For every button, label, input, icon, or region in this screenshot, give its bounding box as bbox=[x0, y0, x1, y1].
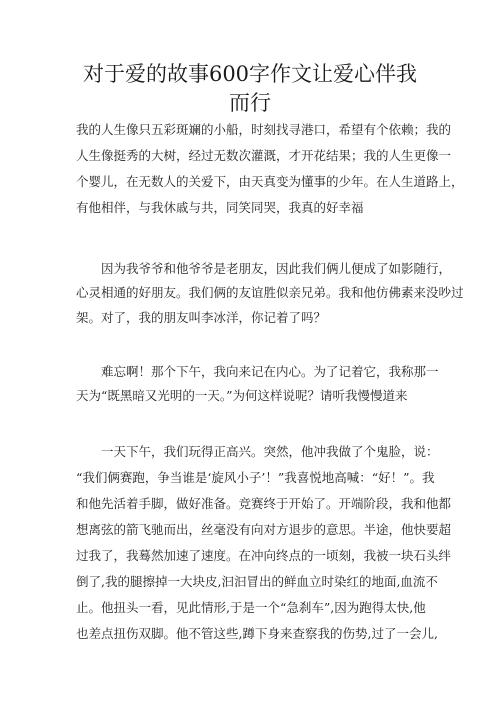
paragraph-line: 架。对了，我的朋友叫李冰洋，你记着了吗？ bbox=[76, 310, 327, 325]
paragraph-line: 有他相伴，与我休戚与共，同笑同哭，我真的好幸福 bbox=[76, 200, 364, 215]
document-title-line-1: 对于爱的故事600字作文让爱心伴我 bbox=[82, 62, 418, 86]
paragraph-line: 一天下午，我们玩得正高兴。突然，他冲我做了个鬼脸，说： bbox=[101, 444, 439, 459]
paragraph-line: 我的人生像只五彩斑斓的小船，时刻找寻港口，希望有个依赖；我的 bbox=[76, 122, 452, 137]
paragraph-line: “我们俩赛跑，争当谁是‘旋风小子’！”我喜悦地高喊：“好！”。我 bbox=[76, 470, 435, 485]
paragraph-line: 想离弦的箭飞驰而出，丝毫没有向对方退步的意思。半途，他快要超 bbox=[76, 522, 452, 537]
paragraph-line: 过我了，我蓦然加速了速度。在冲向终点的一顷刻，我被一块石头绊 bbox=[76, 548, 452, 563]
paragraph-line: 难忘啊！那个下午，我向来记在内心。为了记着它，我称那一 bbox=[101, 364, 439, 379]
paragraph-line: 心灵相通的好朋友。我们俩的友谊胜似亲兄弟。我和他仿佛素来没吵过 bbox=[76, 285, 464, 300]
paragraph-line: 天为“既黑暗又光明的一天。”为何这样说呢？请听我慢慢道来 bbox=[76, 388, 408, 403]
paragraph-line: 止。他扭头一看，见此情形,于是一个“急刹车”,因为跑得太快,他 bbox=[76, 600, 426, 615]
paragraph-line: 个婴儿，在无数人的关爱下，由天真变为懂事的少年。在人生道路上， bbox=[76, 174, 464, 189]
document-title-line-2: 而行 bbox=[229, 91, 271, 115]
paragraph-line: 因为我爷爷和他爷爷是老朋友，因此我们俩儿便成了如影随行， bbox=[101, 261, 452, 276]
paragraph-line: 人生像挺秀的大树，经过无数次灌溉，才开花结果；我的人生更像一 bbox=[76, 148, 452, 163]
paragraph-line: 倒了,我的腿擦掉一大块皮,汩汩冒出的鲜血立时染红的地面,血流不 bbox=[76, 574, 438, 589]
paragraph-line: 和他先活着手脚，做好准备。竞赛终于开始了。开端阶段，我和他都 bbox=[76, 496, 452, 511]
paragraph-line: 也差点扭伤双脚。他不管这些,蹲下身来查察我的伤势,过了一会儿, bbox=[76, 626, 438, 641]
